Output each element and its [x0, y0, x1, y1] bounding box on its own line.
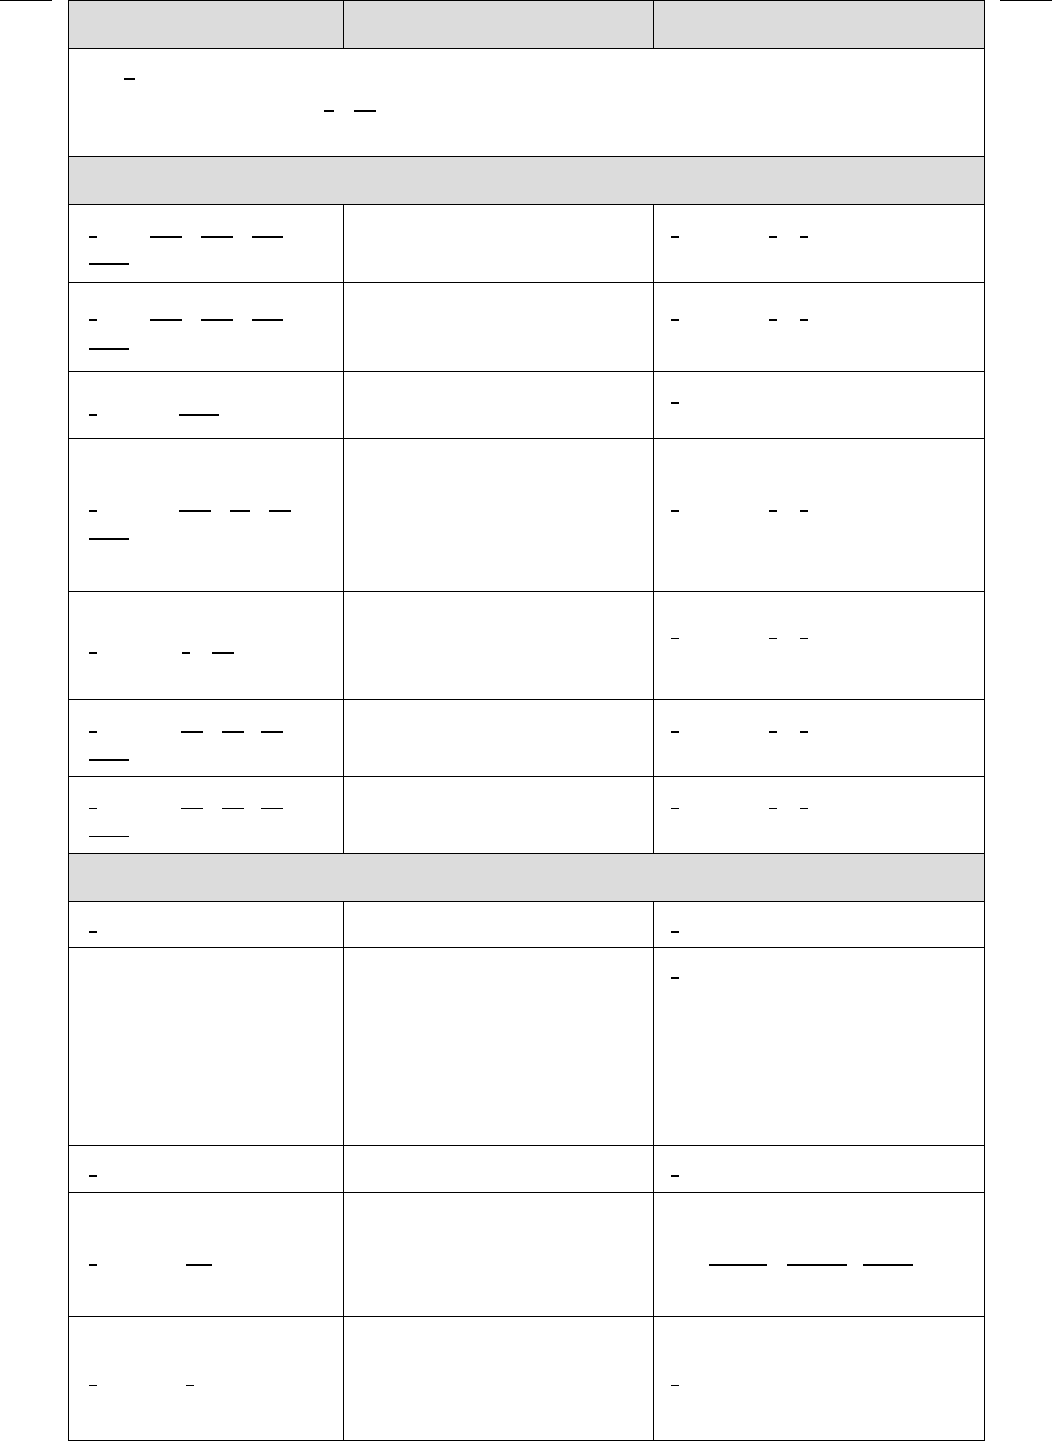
table-cell — [654, 205, 985, 283]
blank-mark — [89, 759, 129, 761]
blank-mark — [150, 236, 182, 238]
blank-mark — [261, 808, 283, 809]
table-cell — [69, 1193, 344, 1317]
blank-mark — [89, 263, 129, 265]
blank-mark — [671, 1385, 679, 1386]
blank-mark — [182, 652, 190, 654]
blank-mark — [671, 1175, 679, 1177]
table-cell — [69, 1317, 344, 1441]
blank-mark — [181, 731, 203, 733]
table-cell — [344, 439, 654, 592]
blank-mark — [261, 731, 283, 733]
blank-mark — [800, 638, 808, 639]
blank-mark — [671, 808, 679, 809]
table-row — [69, 439, 985, 592]
header-cell-3 — [654, 1, 985, 49]
table-cell — [344, 1317, 654, 1441]
table-cell — [344, 592, 654, 700]
blank-mark — [671, 402, 679, 404]
table-cell — [69, 1146, 344, 1193]
table-cell — [654, 1146, 985, 1193]
blank-mark — [89, 414, 97, 416]
blank-mark — [769, 808, 777, 809]
blank-mark — [179, 414, 219, 416]
blank-mark — [769, 638, 777, 639]
section-title — [69, 854, 985, 902]
blank-mark — [181, 808, 203, 809]
blank-mark — [124, 78, 135, 80]
note-row — [69, 49, 985, 157]
table-cell — [344, 700, 654, 777]
blank-mark — [89, 348, 129, 350]
blank-mark — [89, 538, 129, 540]
blank-mark — [800, 731, 808, 733]
table-row — [69, 1317, 985, 1441]
blank-mark — [89, 319, 97, 321]
blank-mark — [252, 236, 283, 238]
table-cell — [69, 948, 344, 1146]
blank-mark — [671, 638, 679, 639]
table-cell — [69, 777, 344, 854]
blank-mark — [769, 510, 777, 512]
blank-mark — [179, 510, 211, 512]
blank-mark — [89, 808, 97, 809]
table-cell — [654, 1317, 985, 1441]
table-cell — [69, 902, 344, 948]
table-cell — [654, 439, 985, 592]
blank-mark — [671, 977, 679, 979]
note-cell — [69, 49, 985, 157]
blank-mark — [800, 808, 808, 809]
table-cell — [344, 1146, 654, 1193]
blank-mark — [230, 510, 250, 512]
section-title — [69, 157, 985, 205]
blank-mark — [252, 319, 283, 321]
table-cell — [69, 372, 344, 439]
table-cell — [654, 1193, 985, 1317]
table-cell — [344, 1193, 654, 1317]
table-cell — [654, 902, 985, 948]
table-cell — [344, 902, 654, 948]
blank-mark — [222, 731, 244, 733]
blank-mark — [769, 236, 777, 238]
blank-mark — [89, 1175, 97, 1177]
blank-mark — [201, 319, 233, 321]
blank-mark — [150, 319, 182, 321]
header-cell-2 — [344, 1, 654, 49]
blank-mark — [89, 836, 129, 837]
table-cell — [654, 592, 985, 700]
table-row — [69, 205, 985, 283]
blank-mark — [769, 319, 777, 321]
section-row — [69, 854, 985, 902]
table-row — [69, 1193, 985, 1317]
blank-mark — [769, 731, 777, 733]
table-cell — [344, 777, 654, 854]
table-row — [69, 283, 985, 372]
blank-mark — [89, 1385, 97, 1386]
table-row — [69, 777, 985, 854]
table-cell — [69, 283, 344, 372]
blank-mark — [671, 319, 679, 321]
table-cell — [654, 283, 985, 372]
table-row — [69, 372, 985, 439]
blank-mark — [269, 510, 291, 512]
blank-mark — [787, 1264, 847, 1266]
blank-mark — [671, 510, 679, 512]
table-cell — [654, 700, 985, 777]
blank-mark — [800, 236, 808, 238]
blank-mark — [186, 1385, 194, 1386]
table-cell — [69, 439, 344, 592]
blank-mark — [671, 236, 679, 238]
blank-mark — [89, 731, 97, 733]
blank-mark — [354, 110, 376, 112]
blank-mark — [800, 510, 808, 512]
blank-mark — [201, 236, 233, 238]
table-cell — [69, 592, 344, 700]
blank-mark — [709, 1264, 767, 1266]
table-row — [69, 1146, 985, 1193]
blank-mark — [186, 1264, 212, 1266]
blank-mark — [89, 1264, 97, 1266]
table-cell — [654, 777, 985, 854]
table-row — [69, 700, 985, 777]
table-row — [69, 902, 985, 948]
blank-mark — [222, 808, 244, 809]
blank-mark — [324, 110, 334, 112]
table-row — [69, 592, 985, 700]
table-cell — [344, 948, 654, 1146]
blank-mark — [89, 510, 97, 512]
blank-mark — [671, 731, 679, 733]
table-cell — [654, 372, 985, 439]
section-row — [69, 157, 985, 205]
top-rule-left — [0, 0, 52, 1]
blank-mark — [212, 652, 234, 654]
table-cell — [344, 283, 654, 372]
header-cell-1 — [69, 1, 344, 49]
table-row — [69, 948, 985, 1146]
table-cell — [344, 372, 654, 439]
blank-mark — [89, 931, 97, 933]
blank-mark — [671, 931, 679, 933]
blank-mark — [89, 236, 97, 238]
blank-mark — [800, 319, 808, 321]
blank-mark — [863, 1264, 913, 1266]
table-cell — [344, 205, 654, 283]
header-row — [69, 1, 985, 49]
table-cell — [69, 700, 344, 777]
table-cell — [69, 205, 344, 283]
table-cell — [654, 948, 985, 1146]
top-rule-right — [1000, 0, 1052, 1]
document-table — [68, 0, 985, 1441]
blank-mark — [89, 652, 97, 654]
